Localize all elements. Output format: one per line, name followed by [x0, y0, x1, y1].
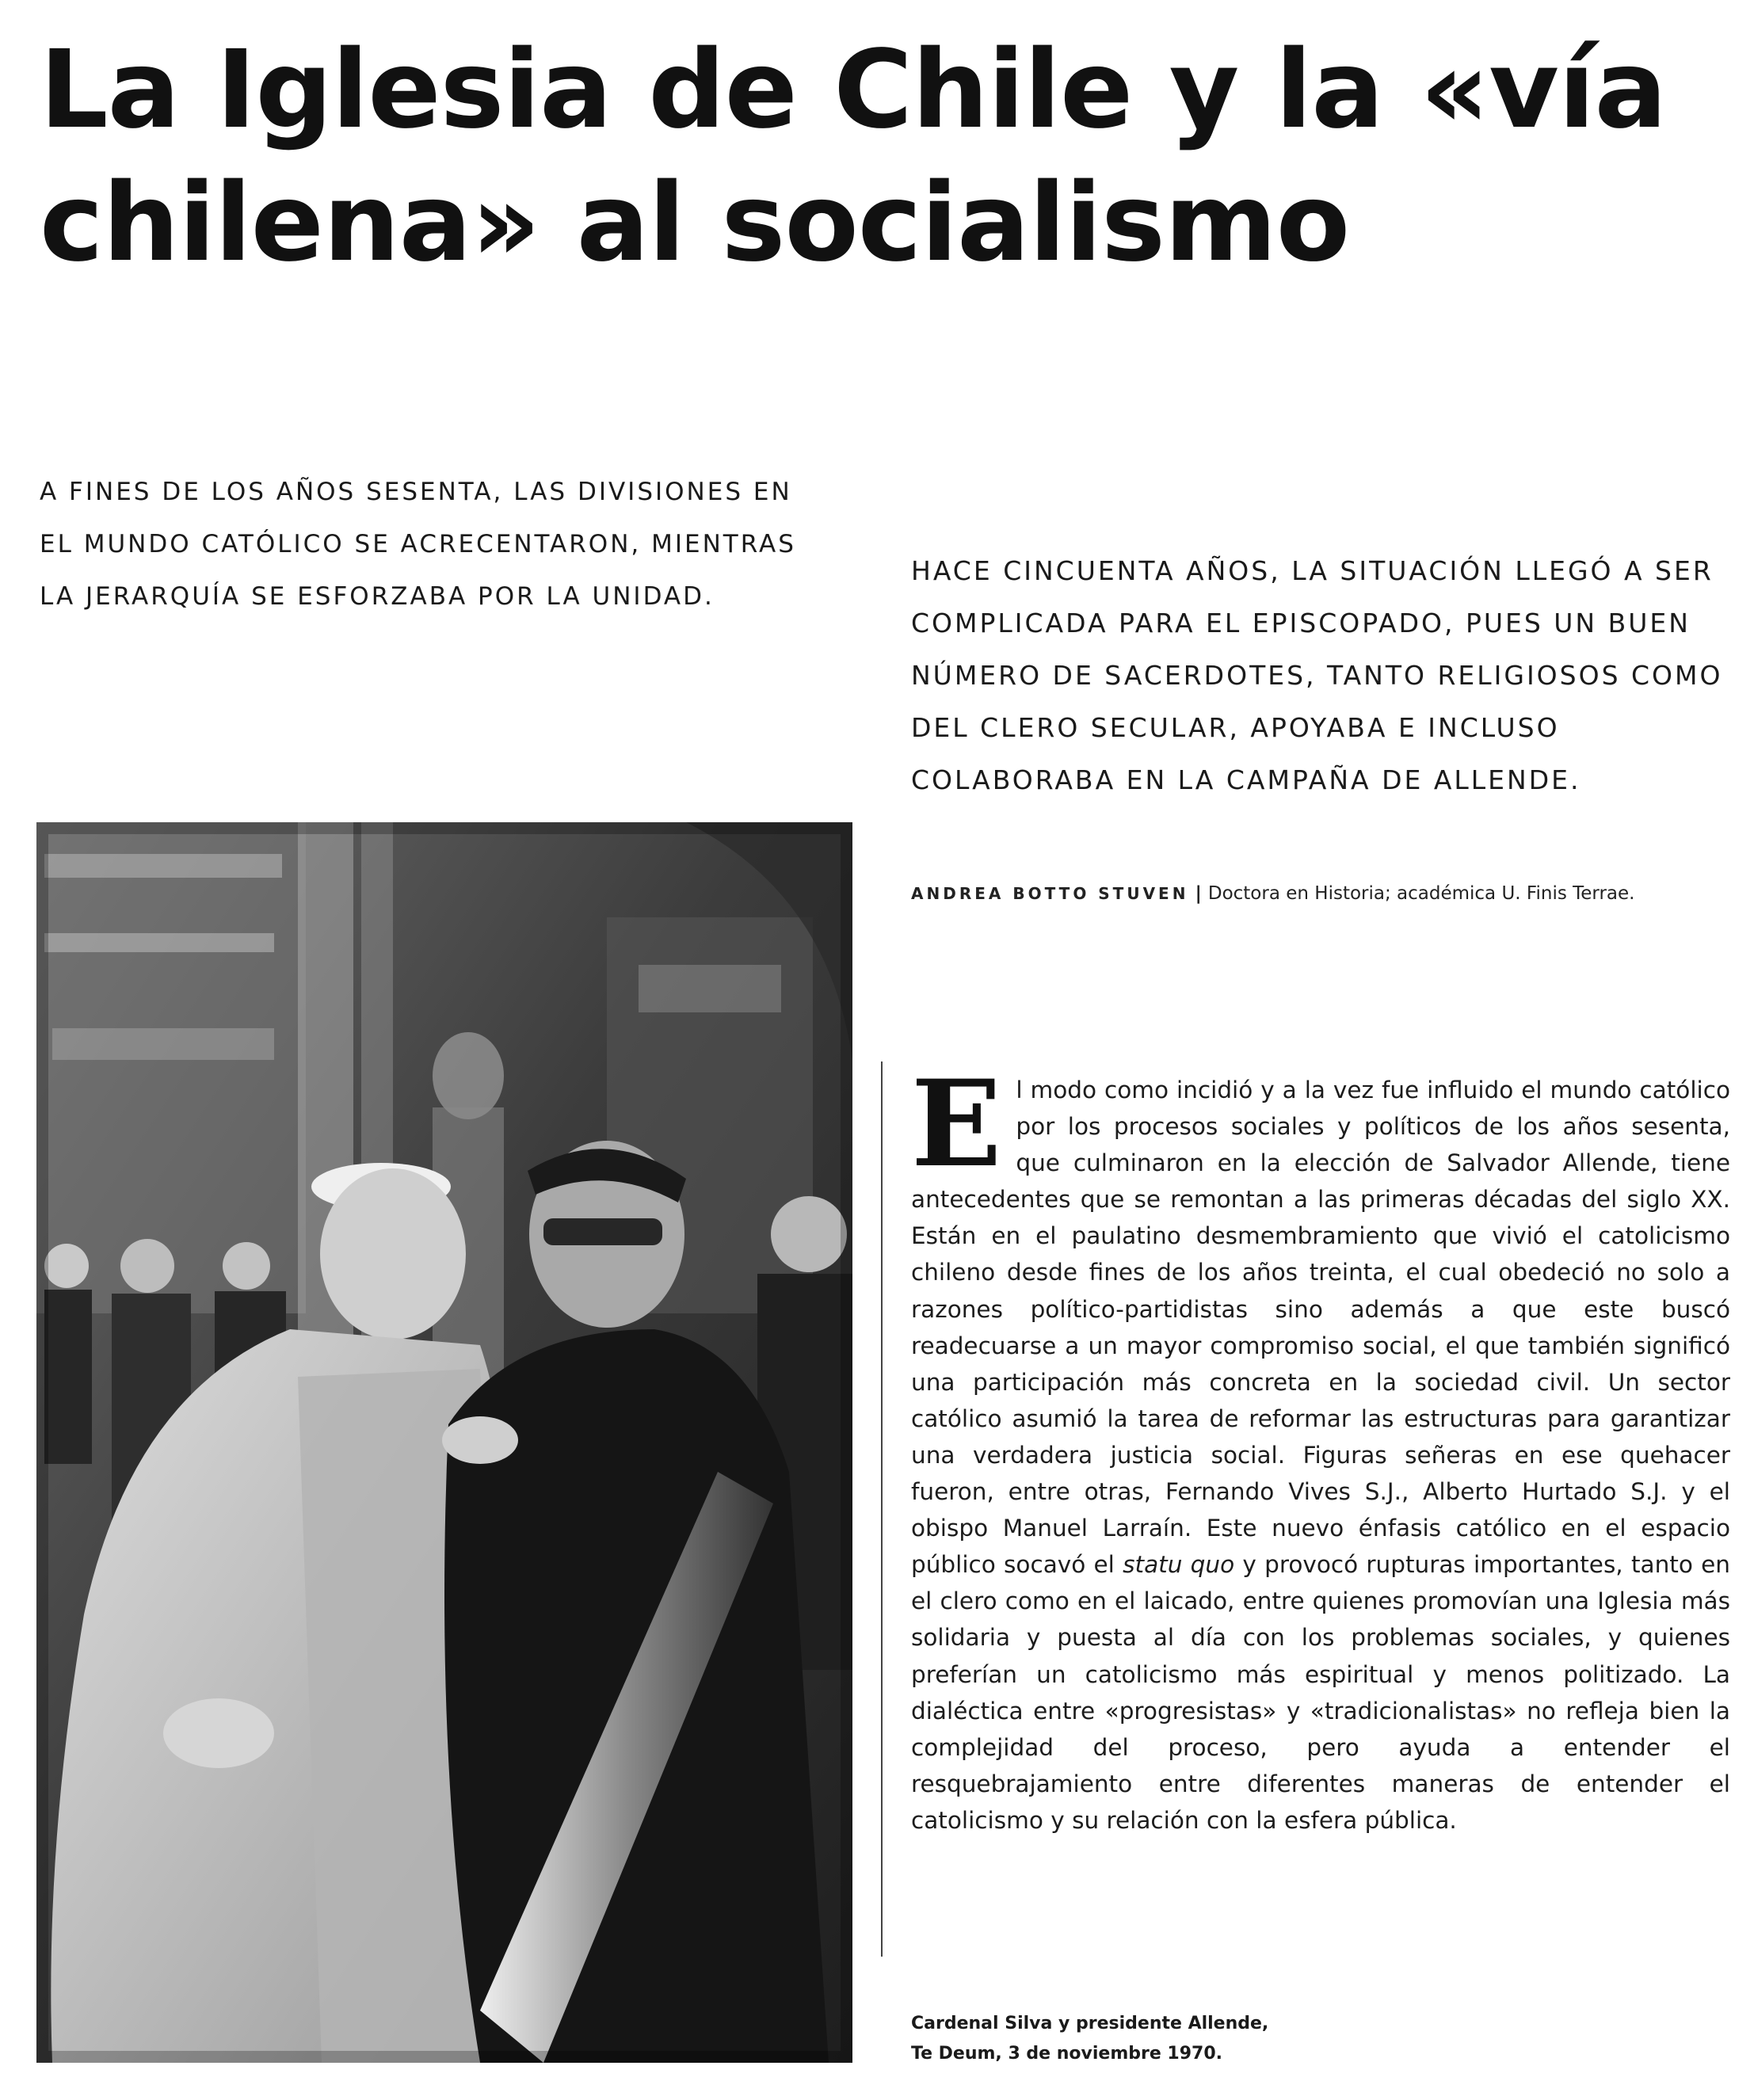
article-photo [36, 822, 852, 2063]
body-text [911, 1054, 1730, 1839]
byline [911, 879, 1735, 908]
caption-line-1: Cardenal Silva y presidente Allende, [911, 2014, 1269, 2033]
dek-right: HACE CINCUENTA AÑOS, LA SITUACIÓN LLEGÓ A SER COMPLICADA PARA EL EPISCOPADO, PUES UN BUEN NÚMERO DE SACERDOTES, TANTO RELIGIOSOS COMO DEL CLERO SECULAR, APOYABA E INCLUSO COLABORABA EN LA CAMPAÑA DE ALLENDE. [911, 555, 1723, 795]
title-line-2: chilena» al socialismo [40, 161, 1350, 286]
title-line-1: La Iglesia de Chile y la «vía [40, 28, 1667, 153]
body-italic: statu quo [1123, 1551, 1235, 1579]
drop-cap: E [911, 1054, 1002, 1194]
caption-line-2: Te Deum, 3 de noviembre 1970. [911, 2044, 1223, 2064]
byline-author: ANDREA BOTTO STUVEN [911, 884, 1189, 903]
column-rule [881, 1061, 883, 1957]
photo-illustration [36, 822, 852, 2063]
dek-left: A FINES DE LOS AÑOS SESENTA, LAS DIVISIONES EN EL MUNDO CATÓLICO SE ACRECENTARON, MIENTRAS LA JERARQUÍA SE ESFORZABA POR LA UNIDAD. [40, 478, 796, 611]
photo-caption [911, 2009, 1386, 2069]
body-part-1: l modo como incidió y a la vez fue influido el mundo católico por los procesos sociales y políticos de los años sesenta, que culminaron en la elección de Salvador Allende, tiene antecedentes que se remontan a las primeras décadas del siglo XX. Están en el paulatino desmembramiento que vivió el catolicismo chileno desde fines de los años treinta, el cual obedeció no solo a razones político-partidistas sino además a que este buscó readecuarse a un mayor compromiso social, el que también significó una participación más concreta en la sociedad civil. Un sector católico asumió la tarea de reformar las estructuras para garantizar una verdadera justicia social. Figuras señeras en ese quehacer fueron, entre otras, Fernando Vives S.J., Alberto Hurtado S.J. y el obispo Manuel Larraín. Este nuevo énfasis católico en el espacio público socavó el [911, 1077, 1730, 1579]
byline-affiliation: Doctora en Historia; académica U. Finis Terrae. [1207, 883, 1635, 904]
article-title [40, 24, 1735, 290]
body-part-2: y provocó rupturas importantes, tanto en el clero como en el laicado, entre quienes promovían una Iglesia más solidaria y puesta al día con los problemas sociales, y quienes preferían un catolicismo más espiritual y menos politizado. La dialéctica entre «progresistas» y «tradicionalistas» no refleja bien la complejidad del proceso, pero ayuda a entender el resquebrajamiento entre diferentes maneras de entender el catolicismo y su relación con la esfera pública. [911, 1551, 1730, 1834]
byline-separator: | [1195, 883, 1202, 904]
